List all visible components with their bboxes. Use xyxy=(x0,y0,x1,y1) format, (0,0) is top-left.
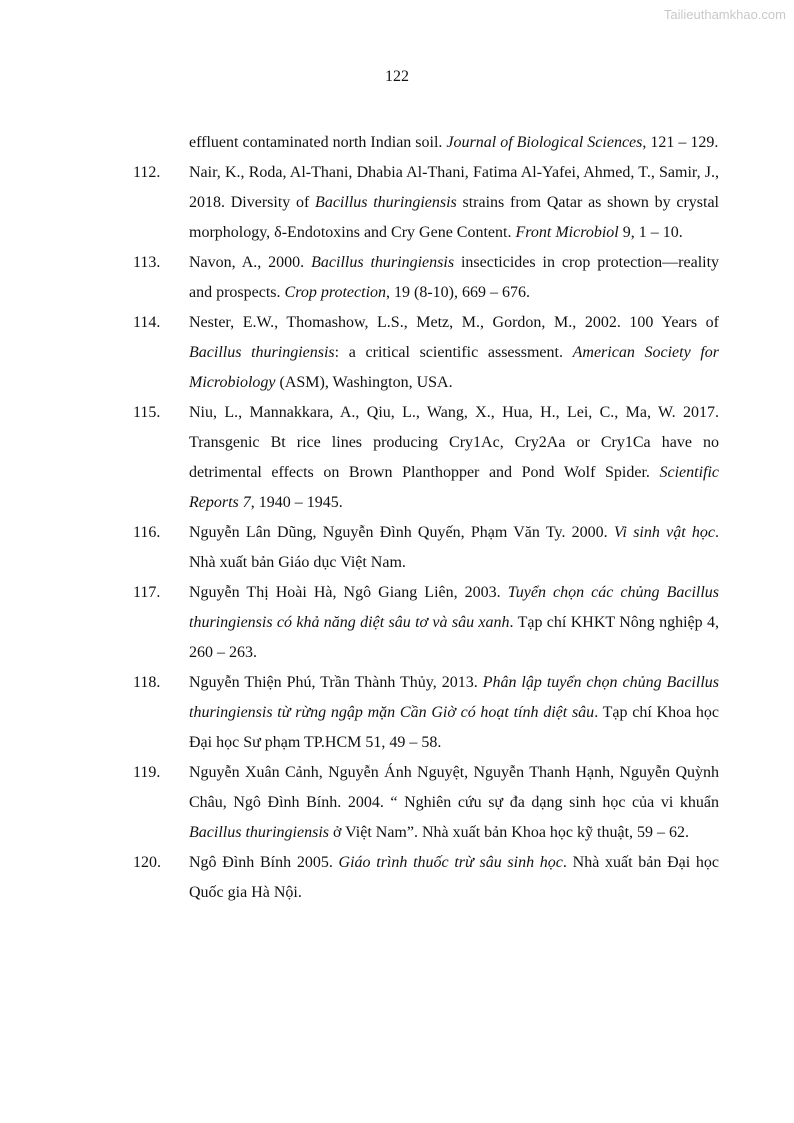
reference-italic-run: Giáo trình thuốc trừ sâu sinh học xyxy=(338,854,563,871)
reference-item xyxy=(133,248,719,308)
reference-italic-run: Scientific Reports 7 xyxy=(189,464,719,511)
reference-text xyxy=(189,164,719,241)
reference-item xyxy=(133,668,719,758)
reference-run: . Nhà xuất bản Đại học Quốc gia Hà Nội. xyxy=(189,854,720,901)
reference-item xyxy=(133,398,719,518)
reference-run: Nguyễn Thị Hoài Hà, Ngô Giang Liên, 2003. xyxy=(189,584,508,601)
reference-number: 117. xyxy=(133,584,161,601)
reference-number: 118. xyxy=(133,674,161,691)
reference-run: , 1940 – 1945. xyxy=(250,494,343,511)
watermark-text: Tailieuthamkhao.com xyxy=(663,7,786,22)
reference-run: Nester, E.W., Thomashow, L.S., Metz, M., Gordon, M., 2002. 100 Years of xyxy=(189,314,719,331)
reference-text xyxy=(189,674,719,751)
reference-italic-run: Phân lập tuyển chọn chủng Bacillus thuringiensis từ rừng ngập mặn Cần Giờ có hoạt tính diệt sâu xyxy=(189,674,719,721)
reference-text xyxy=(189,854,719,901)
reference-run: 9, 1 – 10. xyxy=(618,224,683,241)
reference-italic-run: Bacillus thuringiensis xyxy=(315,194,457,211)
reference-text xyxy=(189,584,719,661)
reference-number: 112. xyxy=(133,164,161,181)
reference-number: 113. xyxy=(133,254,161,271)
reference-italic-run: Bacillus thuringiensis xyxy=(189,824,329,841)
reference-list xyxy=(133,128,719,908)
reference-run: insecticides in crop protection—reality and prospects. xyxy=(189,254,720,301)
reference-run: , 121 – 129. xyxy=(642,134,719,151)
reference-item xyxy=(133,578,719,668)
page-number: 122 xyxy=(385,68,409,85)
reference-italic-run: Front Microbiol xyxy=(515,224,619,241)
reference-number: 116. xyxy=(133,524,161,541)
reference-run: Navon, A., 2000. xyxy=(189,254,312,271)
reference-italic-run: Vi sinh vật học xyxy=(613,524,715,541)
reference-item xyxy=(133,308,719,398)
reference-run: effluent contaminated north Indian soil. xyxy=(189,134,447,151)
reference-italic-run: Journal of Biological Sciences xyxy=(446,134,643,151)
reference-item xyxy=(133,848,719,908)
reference-number: 120. xyxy=(133,854,161,871)
reference-run: Nguyễn Xuân Cảnh, Nguyễn Ánh Nguyệt, Nguyễn Thanh Hạnh, Nguyễn Quỳnh Châu, Ngô Đình Bính. 2004. “ Nghiên cứu sự đa dạng sinh học của vi khuẩn xyxy=(189,764,719,811)
reference-text xyxy=(189,764,719,841)
reference-italic-run: Bacillus thuringiensis xyxy=(311,254,455,271)
reference-italic-run: American Society for Microbiology xyxy=(189,344,719,391)
reference-italic-run: Tuyển chọn các chủng Bacillus thuringiensis có khả năng diệt sâu tơ và sâu xanh xyxy=(189,584,719,631)
reference-run: strains from Qatar as shown by crystal morphology, δ-Endotoxins and Cry Gene Content. xyxy=(189,194,720,241)
reference-text xyxy=(189,524,719,571)
reference-item xyxy=(133,128,719,158)
reference-run: Nair, K., Roda, Al-Thani, Dhabia Al-Thani, Fatima Al-Yafei, Ahmed, T., Samir, J., 2018. Diversity of xyxy=(189,164,719,211)
reference-text xyxy=(189,314,719,391)
reference-run: . Nhà xuất bản Giáo dục Việt Nam. xyxy=(189,524,719,571)
reference-number: 119. xyxy=(133,764,161,781)
reference-run: ở Việt Nam”. Nhà xuất bản Khoa học kỹ thuật, 59 – 62. xyxy=(329,824,690,841)
reference-run: . Tạp chí KHKT Nông nghiệp 4, 260 – 263. xyxy=(189,614,719,661)
reference-run: (ASM), Washington, USA. xyxy=(275,374,453,391)
reference-text xyxy=(189,254,719,301)
reference-italic-run: Crop protection xyxy=(284,284,387,301)
reference-number: 114. xyxy=(133,314,161,331)
reference-run: Ngô Đình Bính 2005. xyxy=(189,854,339,871)
reference-run: Nguyễn Lân Dũng, Nguyễn Đình Quyến, Phạm Văn Ty. 2000. xyxy=(189,524,614,541)
reference-run: . Tạp chí Khoa học Đại học Sư phạm TP.HCM 51, 49 – 58. xyxy=(189,704,720,751)
reference-item xyxy=(133,158,719,248)
reference-item xyxy=(133,758,719,848)
reference-item xyxy=(133,518,719,578)
reference-run: Niu, L., Mannakkara, A., Qiu, L., Wang, X., Hua, H., Lei, C., Ma, W. 2017. Transgenic Bt rice lines producing Cry1Ac, Cry2Aa or Cry1Ca have no detrimental effects on Brown Planthopper and Pond Wolf Spider. xyxy=(189,404,719,481)
reference-italic-run: Bacillus thuringiensis xyxy=(189,344,335,361)
reference-run: Nguyễn Thiện Phú, Trần Thành Thủy, 2013. xyxy=(189,674,483,691)
reference-run: , 19 (8-10), 669 – 676. xyxy=(386,284,530,301)
reference-text xyxy=(189,404,719,511)
reference-text xyxy=(189,134,718,151)
reference-number: 115. xyxy=(133,404,161,421)
reference-run: : a critical scientific assessment. xyxy=(334,344,573,361)
